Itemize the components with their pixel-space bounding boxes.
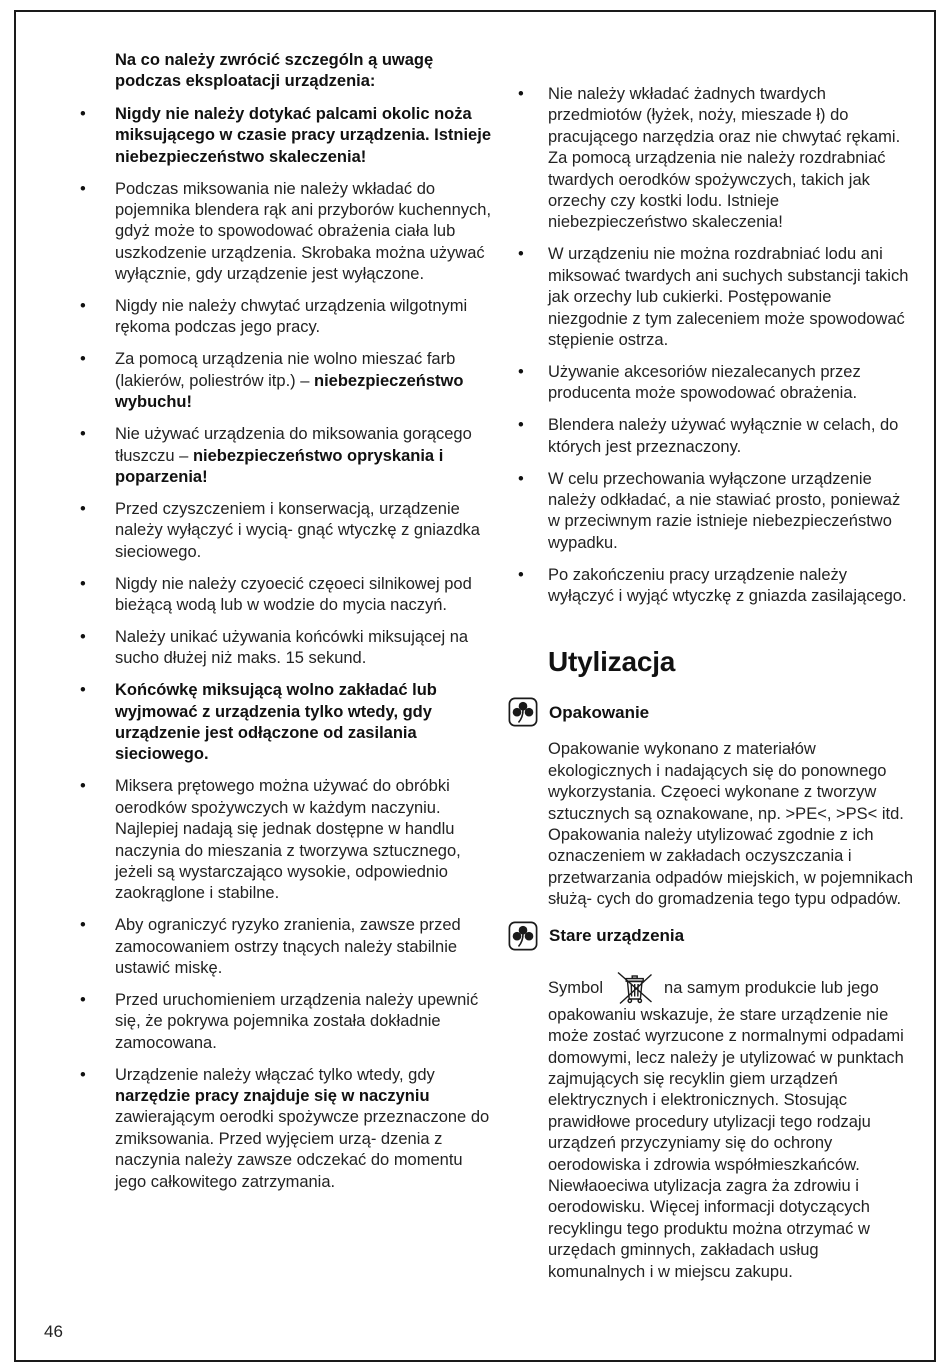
list-item <box>80 1065 494 1193</box>
section-intro-heading: Na co należy zwrócić szczególn ą uwagę podczas eksploatacji urządzenia: <box>115 51 434 91</box>
bullet-icon: • <box>80 297 86 316</box>
bullet-text: Nie należy wkładać żadnych twardych przedmiotów (łyżek, noży, mieszade ł) do pracującego narzędzia oraz nie chwytać rękami. Za pomocą urządzenia nie należy rozdrabniać twardych oerodków spożywczych, takich jak orzechy czy kostki lodu. Istnieje niebezpieczeństwo skaleczenia! <box>548 85 901 232</box>
bullet-icon: • <box>80 627 86 646</box>
list-item <box>80 627 494 670</box>
page-number: 46 <box>44 1322 63 1341</box>
old-devices-subsection-header <box>508 921 914 951</box>
list-item <box>80 499 494 563</box>
bullet-text: Używanie akcesoriów niezalecanych przez producenta może spowodować obrażenia. <box>548 362 861 403</box>
list-item <box>508 565 914 608</box>
recycling-clover-icon <box>508 697 538 727</box>
disposal-heading: Utylizacja <box>548 646 676 678</box>
bullet-text: Należy unikać używania końcówki miksującej na sucho dłużej niż maks. 15 sekund. <box>115 627 469 668</box>
bullet-text: Przed czyszczeniem i konserwacją, urządzenie należy wyłączyć i wycią- gnąć wtyczkę z gniazdka sieciowego. <box>115 499 480 561</box>
bullet-icon: • <box>518 469 524 488</box>
bullet-text: W urządzeniu nie można rozdrabniać lodu ani miksować twardych ani suchych substancji takich jak orzechy lub cukierki. Postępowanie niezgodnie z tym zaleceniem może spowodować stępienie ostrza. <box>548 245 909 349</box>
bullet-icon: • <box>80 681 86 700</box>
bullet-icon: • <box>80 350 86 369</box>
list-item <box>80 104 494 168</box>
bullet-text: Nigdy nie należy chwytać urządzenia wilgotnymi rękoma podczas jego pracy. <box>115 297 468 337</box>
bullet-icon: • <box>80 574 86 593</box>
bullet-icon: • <box>80 1065 86 1084</box>
packaging-body: Opakowanie wykonano z materiałów ekologicznych i nadających się do ponownego wykorzystania. Częoeci wykonane z tworzyw sztucznych są oznakowane, np. >PE<, >PS< itd. Opakowania należy utylizować zgodnie z ich oznaczeniem w zakładach oczyszczania i przetwarzania odpadów miejskich, w pojemnikach służą- cych do gromadzenia tego typu odpadów. <box>548 740 914 909</box>
bullet-text-bold: niebezpieczeństwo opryskania i poparzenia! <box>115 446 444 486</box>
bullet-text: W celu przechowania wyłączone urządzenie należy odkładać, a nie stawiać prosto, ponieważ w przeciwnym razie istnieje niebezpieczeństwo wypadku. <box>548 469 901 552</box>
list-item <box>80 424 494 488</box>
bullet-icon: • <box>80 179 86 198</box>
bullet-text: Przed uruchomieniem urządzenia należy upewnić się, że pokrywa pojemnika została dokładnie zamocowana. <box>115 990 479 1052</box>
bullet-text: Blendera należy używać wyłącznie w celach, do których jest przeznaczony. <box>548 416 899 456</box>
list-item <box>80 915 494 979</box>
list-item <box>508 84 914 234</box>
list-item <box>508 362 914 405</box>
list-item <box>80 349 494 413</box>
bullet-icon: • <box>80 499 86 518</box>
bullet-icon: • <box>518 362 524 381</box>
list-item <box>80 990 494 1054</box>
old-devices-body-pre: Symbol <box>548 978 604 997</box>
bullet-text: zawierającym oerodki spożywcze przeznaczone do zmiksowania. Przed wyjęciem urzą- dzenia z naczynia należy zawsze odczekać do momentu jego całkowitego zatrzymania. <box>115 1108 490 1191</box>
bullet-icon: • <box>518 565 524 584</box>
old-devices-body-post: na samym produkcie lub jego opakowaniu wskazuje, że stare urządzenie nie może zostać wyrzucone z normalnymi odpadami domowymi, lecz należy je utylizować w punktach zajmujących się recyklin giem urządzeń elektrycznych i elektronicznych. Stosując prawidłowe procedury utylizacji tego rodzaju urządzeń przyczyniamy się do ochrony oerodowiska i zdrowia współmieszkańców. Niewłaoeciwa utylizacja zagra ża zdrowiu i oerodowisku. Więcej informacji dotyczących recyklingu tego produktu można otrzymać w urzędach gminnych, zakładach usług komunalnych i w miejscu zakupu. <box>548 978 904 1281</box>
bullet-icon: • <box>80 777 86 796</box>
list-item <box>80 179 494 286</box>
bullet-text: Nie używać urządzenia do miksowania gorącego tłuszczu – <box>115 425 472 465</box>
bullet-icon: • <box>518 416 524 435</box>
packaging-subsection-header <box>508 697 914 727</box>
list-item <box>80 574 494 617</box>
list-item <box>80 776 494 904</box>
recycling-clover-icon <box>508 921 538 951</box>
bullet-icon: • <box>518 85 524 103</box>
right-column <box>508 84 914 1293</box>
bullet-text: Miksera prętowego można używać do obróbki oerodków spożywczych w każdym naczyniu. Najlepiej nadają się jednak dostępne w handlu naczynia do mieszania z tworzywa sztucznego, jeżeli są wystarczająco wysokie, odpowiednio zaokrąglone i stabilne. <box>115 777 461 903</box>
bullet-text-bold: narzędzie pracy znajduje się w naczyniu <box>115 1087 430 1106</box>
list-item <box>80 296 494 339</box>
bullet-text-bold: niebezpieczeństwo wybuchu! <box>115 371 464 412</box>
bullet-icon: • <box>80 990 86 1009</box>
old-devices-body <box>548 969 914 1283</box>
bullet-icon: • <box>80 916 86 935</box>
bullet-text: Urządzenie należy włączać tylko wtedy, gdy <box>115 1065 435 1084</box>
crossed-out-wheelie-bin-icon <box>613 969 655 1005</box>
list-item <box>508 244 914 351</box>
packaging-title: Opakowanie <box>549 702 650 722</box>
bullet-text: Podczas miksowania nie należy wkładać do pojemnika blendera rąk ani przyborów kuchennych, gdyż może to spowodować obrażenia ciała lub uszkodzenie urządzenia. Skrobaka można używać wyłącznie, gdy urządzenie jest wyłączone. <box>115 179 492 284</box>
bullet-text: Po zakończeniu pracy urządzenie należy wyłączyć i wyjąć wtyczkę z gniazda zasilającego. <box>548 565 907 606</box>
list-item <box>80 680 494 766</box>
bullet-icon: • <box>80 425 86 444</box>
bullet-text: Aby ograniczyć ryzyko zranienia, zawsze przed zamocowaniem ostrzy tnących należy stabilnie ustawić miskę. <box>115 916 461 978</box>
old-devices-title: Stare urządzenia <box>549 925 685 945</box>
left-column <box>80 50 494 1204</box>
list-item <box>508 415 914 458</box>
bullet-text: Za pomocą urządzenia nie wolno mieszać farb (lakierów, poliestrów itp.) – <box>115 350 456 390</box>
bullet-text: Nigdy nie należy czyoecić częoeci silnikowej pod bieżącą wodą lub w wodzie do mycia naczyń. <box>115 574 472 614</box>
bullet-text: Końcówkę miksującą wolno zakładać lub wyjmować z urządzenia tylko wtedy, gdy urządzenie jest odłączone od zasilania sieciowego. <box>115 681 437 764</box>
bullet-icon: • <box>80 104 86 123</box>
list-item <box>508 469 914 555</box>
bullet-icon: • <box>518 245 524 264</box>
bullet-text: Nigdy nie należy dotykać palcami okolic noża miksującego w czasie pracy urządzenia. Istnieje niebezpieczeństwo skaleczenia! <box>115 104 491 166</box>
